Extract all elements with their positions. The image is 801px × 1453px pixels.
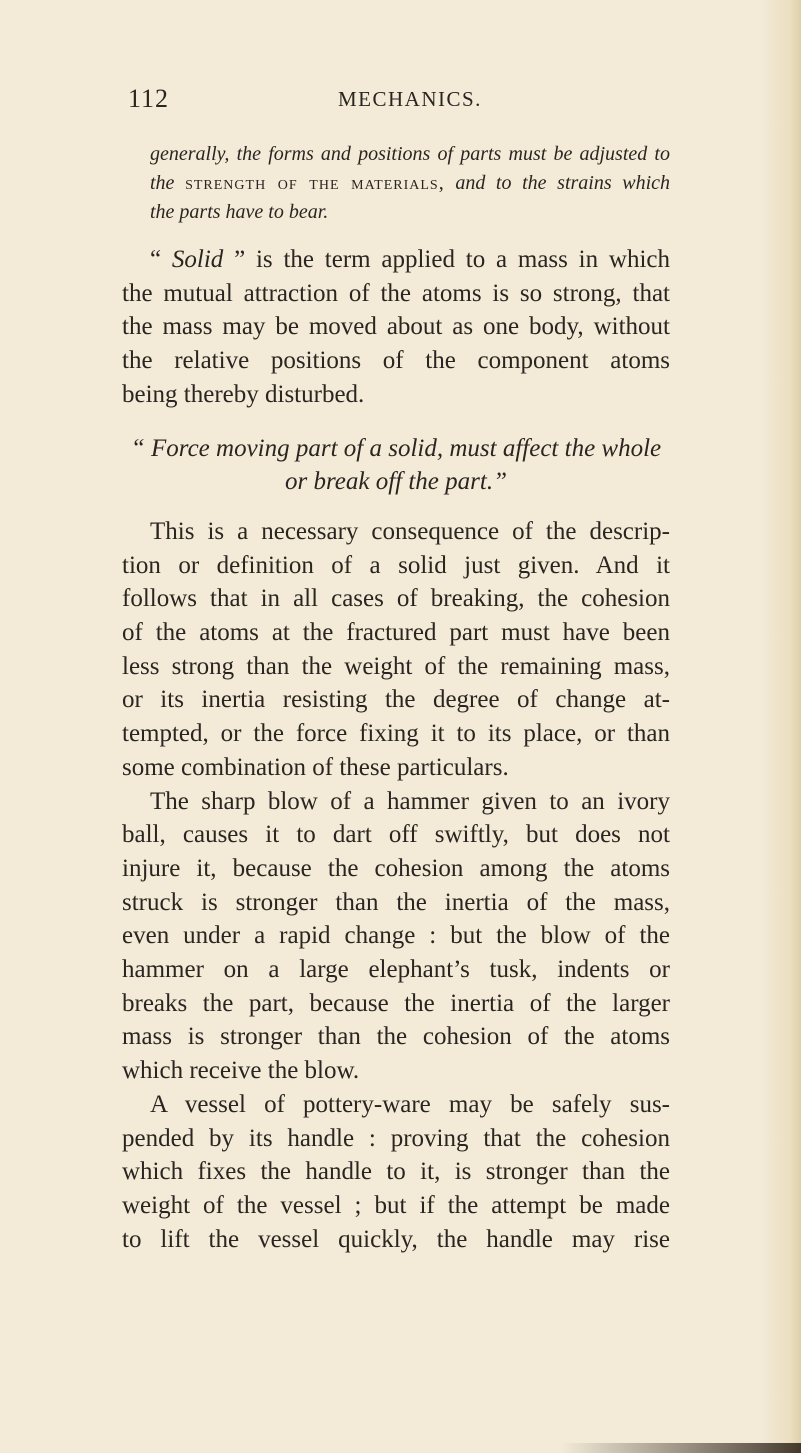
hammer-line: hammer on a large elephant’s tusk, indents or [122,956,670,984]
hammer-line: even under a rapid change : but the blow of the [122,922,670,950]
consequence-line: of the atoms at the fractured part must have been [122,619,670,647]
body-text [122,140,670,1256]
solid-line-4: the relative positions of the component atoms [122,347,670,375]
consequence-line: This is a necessary consequence of the descrip- [150,517,670,545]
consequence-line: tion or definition of a solid just given. And it [122,551,670,579]
hammer-paragraph [122,785,670,1088]
consequence-line: follows that in all cases of breaking, the cohesion [122,585,670,613]
vessel-line: A vessel of pottery-ware may be safely sus- [150,1090,670,1118]
intro-line-2 [122,169,670,198]
intro-line-2-caps: strength of the materials, [185,172,445,194]
quote-open: “ [150,246,172,273]
consequence-line: some combination of these particulars. [122,753,509,781]
consequence-paragraph [122,515,670,785]
consequence-line: tempted, or the force fixing it to its place, or than [122,720,670,748]
solid-line-2: the mutual attraction of the atoms is so strong, that [122,279,670,307]
intro-line-2-post: and to the strains which [444,172,670,194]
intro-line-1: generally, the forms and positions of parts must be adjusted to [150,143,670,165]
vessel-line: which fixes the handle to it, is stronger than the [122,1158,670,1186]
page-number: 112 [128,84,170,113]
running-head: MECHANICS. [338,87,482,111]
intro-paragraph [122,140,670,227]
spacer [122,499,670,515]
solid-line-1 [122,243,670,277]
hammer-line: breaks the part, because the inertia of the larger [122,989,670,1017]
vessel-line: weight of the vessel ; but if the attempt be made [122,1191,670,1219]
solid-term: Solid [171,246,224,273]
spacer [122,227,670,243]
vessel-paragraph [122,1088,670,1257]
solid-line-3: the mass may be moved about as one body, without [122,313,670,341]
hammer-line: The sharp blow of a hammer given to an ivory [150,787,670,815]
hammer-line: ball, causes it to dart off swiftly, but does not [122,821,670,849]
hammer-line: struck is stronger than the inertia of the mass, [122,888,670,916]
hammer-line: mass is stronger than the cohesion of the atoms [122,1023,670,1051]
quote-close: ” [223,246,246,273]
solid-paragraph [122,243,670,412]
force-heading-line-2: or break off the part.” [285,468,507,496]
force-heading-line-1: “ Force moving part of a solid, must affect the whole [130,434,662,462]
consequence-line: or its inertia resisting the degree of change at- [122,686,670,714]
hammer-line: injure it, because the cohesion among the atoms [122,854,670,882]
vessel-line: to lift the vessel quickly, the handle may rise [122,1225,670,1253]
spacer [122,412,670,432]
intro-line-3: the parts have to bear. [150,201,329,223]
consequence-line: less strong than the weight of the remaining mass, [122,652,670,680]
hammer-line: which receive the blow. [122,1057,360,1085]
intro-line-2-pre: the [150,172,186,194]
vessel-line: pended by its handle : proving that the cohesion [122,1124,670,1152]
page-header [128,84,668,124]
solid-line-5: being thereby disturbed. [122,380,365,408]
solid-line-1-text: is the term applied to a mass in which [255,246,670,273]
force-heading [122,432,670,499]
page-edge-shadow [561,1443,801,1453]
